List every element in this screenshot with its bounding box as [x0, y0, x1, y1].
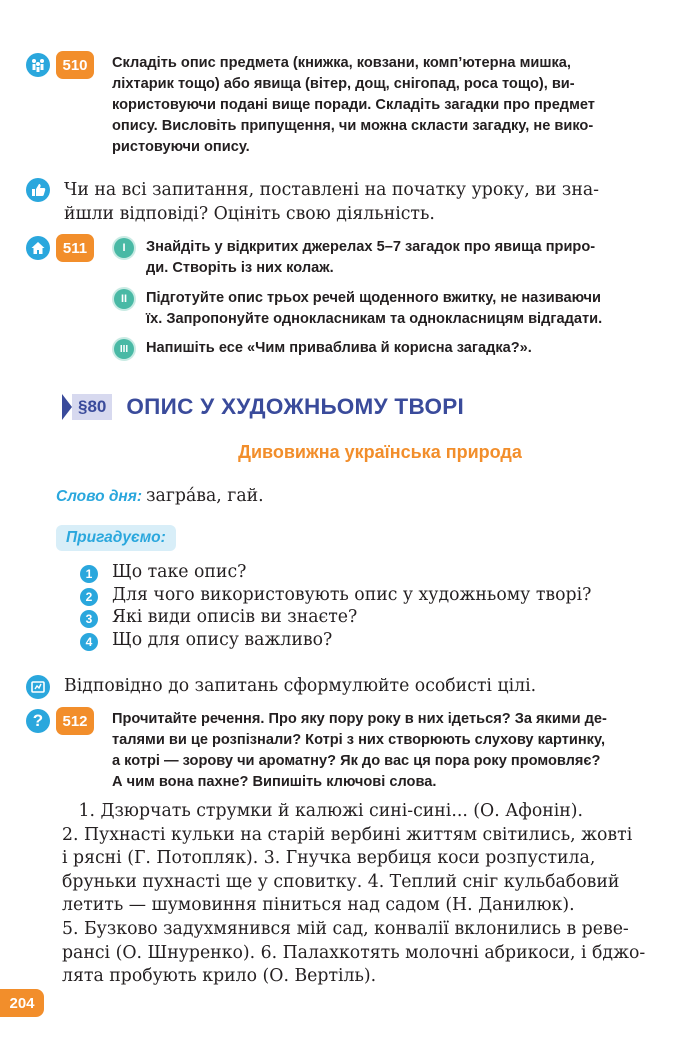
group-work-icon: [26, 53, 50, 77]
task-511-number: 511: [56, 234, 94, 262]
sentences-line: бруньки пухнасті ще у сповитку. 4. Теплий сніг кульбабовий: [62, 871, 620, 892]
task-510-line: ліхтарик тощо) або явища (вітер, дощ, снігопад, роса тощо), ви-: [112, 76, 575, 92]
word-of-day-label: Слово дня:: [56, 488, 143, 505]
thumbs-up-icon: [26, 178, 50, 202]
level-1-line: ди. Створіть із них колаж.: [146, 260, 334, 276]
question-number-1: 1: [80, 565, 98, 583]
task-510-text: [112, 53, 660, 158]
task-512-number: 512: [56, 707, 94, 735]
sentences-line: рансі (О. Шнуренко). 6. Палахкотять молочні абрикоси, і бджо-: [62, 942, 646, 963]
question-1: Що таке опис?: [112, 562, 247, 582]
level-3-line: Напишіть есе «Чим приваблива й корисна загадка?».: [146, 340, 532, 356]
section-title: ОПИС У ХУДОЖНЬОМУ ТВОРІ: [126, 394, 465, 419]
level-3-text: [146, 338, 660, 359]
task-510-line: користовуючи подані вище поради. Складіть загадки про предмет: [112, 97, 595, 113]
task-510-line: Складіть опис предмета (книжка, ковзани, комп’ютерна мишка,: [112, 55, 571, 71]
level-1-text: [146, 237, 660, 279]
task-510-number: 510: [56, 51, 94, 79]
page-number: 204: [0, 989, 44, 1017]
sentences-line: і рясні (Г. Потопляк). 3. Гнучка вербиця коси розпустила,: [62, 848, 596, 869]
question-2: Для чого використовують опис у художньому творі?: [112, 585, 592, 605]
section-number-badge: §80: [72, 394, 112, 420]
task-510-line: ристовуючи опису.: [112, 139, 250, 155]
section-subtitle: Дивовижна українська природа: [238, 442, 522, 462]
sentences-line: 2. Пухнасті кульки на старій вербині життям світились, жовті: [62, 824, 633, 845]
thumb-glyph-icon: [30, 182, 46, 198]
question-4: Що для опису важливо?: [112, 630, 333, 650]
sentences-line: 5. Бузково задухмянився мій сад, конвалії вклонились в реве-: [62, 918, 629, 939]
task-512-line: А чим вона пахне? Випишіть ключові слова.: [112, 774, 437, 790]
recall-label: Пригадуємо:: [56, 525, 176, 551]
question-icon: [26, 709, 50, 733]
goals-icon: [26, 675, 50, 699]
sentences-line: лята пробують крило (О. Вертіль).: [62, 966, 377, 987]
level-2-line: Підготуйте опис трьох речей щоденного вжитку, не називаючи: [146, 290, 601, 306]
goals-text: Відповідно до запитань сформулюйте особисті цілі.: [64, 676, 537, 696]
reflection-line: Чи на всі запитання, поставлені на початку уроку, ви зна-: [64, 180, 600, 200]
section-heading: [62, 394, 464, 420]
task-512-line: а котрі — зорову чи ароматну? Як до вас ця пора року промовляє?: [112, 753, 601, 769]
task-510-line: опису. Висловіть припущення, чи можна скласти загадку, не вико-: [112, 118, 594, 134]
level-1-line: Знайдіть у відкритих джерелах 5–7 загадок про явища приро-: [146, 239, 596, 255]
level-2-line: їх. Запропонуйте однокласникам та однокласницям відгадати.: [146, 311, 603, 327]
sentences-line: 1. Дзюрчать струмки й калюжі сині-сині... (О. Афонін).: [62, 801, 584, 821]
task-512-line: Прочитайте речення. Про яку пору року в них ідеться? За якими де-: [112, 711, 607, 727]
sentences-paragraph: [62, 800, 662, 989]
question-number-3: 3: [80, 610, 98, 628]
reflection-line: йшли відповіді? Оцініть свою діяльність.: [64, 204, 435, 224]
reflection-text: [64, 178, 660, 226]
question-mark-glyph: ?: [32, 711, 44, 730]
sentences-line: летить — шумовиння піниться над садом (Н. Данилюк).: [62, 895, 575, 916]
task-512-line: талями ви це розпізнали? Котрі з них створюють слухову картинку,: [112, 732, 606, 748]
target-board-icon: [30, 679, 46, 695]
people-group-icon: [29, 56, 47, 74]
level-3-marker: III: [114, 339, 134, 359]
home-task-icon: [26, 236, 50, 260]
word-of-day-words: загра́ва, гай.: [146, 486, 264, 506]
question-3: Які види описів ви знаєте?: [112, 607, 358, 627]
word-of-day: [56, 486, 264, 506]
question-number-2: 2: [80, 588, 98, 606]
task-512-text: [112, 709, 660, 793]
level-2-marker: II: [114, 289, 134, 309]
level-2-text: [146, 288, 660, 330]
house-icon: [30, 240, 46, 256]
question-number-4: 4: [80, 633, 98, 651]
section-flag: [62, 394, 72, 420]
level-1-marker: I: [114, 238, 134, 258]
